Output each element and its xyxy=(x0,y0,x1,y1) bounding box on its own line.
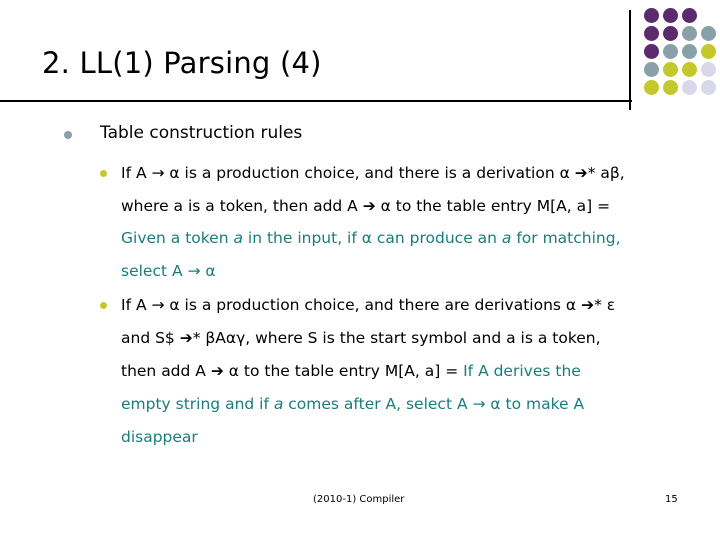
bullet-table-construction-rules: Table construction rules xyxy=(100,123,303,143)
decor-dot xyxy=(701,44,716,59)
rule1-line3-tail: for matching, xyxy=(511,229,621,247)
decor-dot xyxy=(663,26,678,41)
token-a: a xyxy=(233,229,243,247)
rule2-line1-tail: * ε xyxy=(594,296,616,314)
rule2-line1 xyxy=(121,295,615,315)
rule2-line5: disappear xyxy=(121,428,198,446)
rule2-line2 xyxy=(121,328,601,348)
decor-dot xyxy=(644,26,659,41)
rule2-line3-text: then add A xyxy=(121,362,211,380)
sub-bullet-dot xyxy=(100,170,107,177)
rule2-line4-text: empty string and if xyxy=(121,395,274,413)
decor-dot xyxy=(644,8,659,23)
rule1-line1 xyxy=(121,163,625,183)
derives-arrow-icon: ➔ xyxy=(179,329,193,347)
decor-dot xyxy=(644,62,659,77)
decor-dot xyxy=(663,44,678,59)
decor-dot xyxy=(663,62,678,77)
decor-dot xyxy=(644,44,659,59)
derives-arrow-icon: ➔ xyxy=(574,164,588,182)
rule2-line3-tail: If A derives the xyxy=(463,362,581,380)
rule1-line2 xyxy=(121,196,610,216)
decor-dot xyxy=(644,80,659,95)
rule2-line1-text: If A → α is a production choice, and there are derivations α xyxy=(121,296,582,314)
rule1-line3 xyxy=(121,228,621,248)
page-number: 15 xyxy=(665,494,678,505)
rule1-line3-text: Given a token xyxy=(121,229,234,247)
rule2-line2-tail: * βAαγ, where S is the start symbol and a is a token, xyxy=(192,329,601,347)
decor-dot xyxy=(701,26,716,41)
decor-dot xyxy=(663,80,678,95)
rule1-line1-tail: * aβ, xyxy=(587,164,625,182)
rule1-line2-text: where a is a token, then add A xyxy=(121,197,363,215)
decorative-dot-grid xyxy=(636,8,720,112)
bullet-dot xyxy=(64,131,72,139)
token-a: a xyxy=(273,395,284,413)
decor-dot xyxy=(663,8,678,23)
rule1-line4: select A → α xyxy=(121,262,216,280)
rule2-line4-tail: comes after A, select A → α to make A xyxy=(283,395,585,413)
rule2-line2-text: and S$ xyxy=(121,329,180,347)
token-a: a xyxy=(501,229,512,247)
rule2-line4 xyxy=(121,394,584,414)
decor-dot xyxy=(701,62,716,77)
rule1-line1-text: If A → α is a production choice, and there is a derivation α xyxy=(121,164,575,182)
production-arrow-icon: ➔ xyxy=(210,362,224,380)
decor-dot xyxy=(682,44,697,59)
rule1-line3-mid: in the input, if α can produce an xyxy=(242,229,502,247)
footer-course: (2010-1) Compiler xyxy=(313,494,405,505)
vertical-rule xyxy=(629,10,631,110)
decor-dot xyxy=(682,80,697,95)
decor-dot xyxy=(701,80,716,95)
decor-dot xyxy=(682,26,697,41)
production-arrow-icon: ➔ xyxy=(362,197,376,215)
derives-arrow-icon: ➔ xyxy=(581,296,595,314)
rule1-line2-tail: α to the table entry M[A, a] = xyxy=(375,197,611,215)
rule2-line3 xyxy=(121,361,581,381)
title-underline xyxy=(0,100,632,102)
slide-title: 2. LL(1) Parsing (4) xyxy=(42,46,322,80)
rule2-line3-mid: α to the table entry M[A, a] = xyxy=(223,362,464,380)
decor-dot xyxy=(682,8,697,23)
sub-bullet-dot xyxy=(100,302,107,309)
decor-dot xyxy=(682,62,697,77)
